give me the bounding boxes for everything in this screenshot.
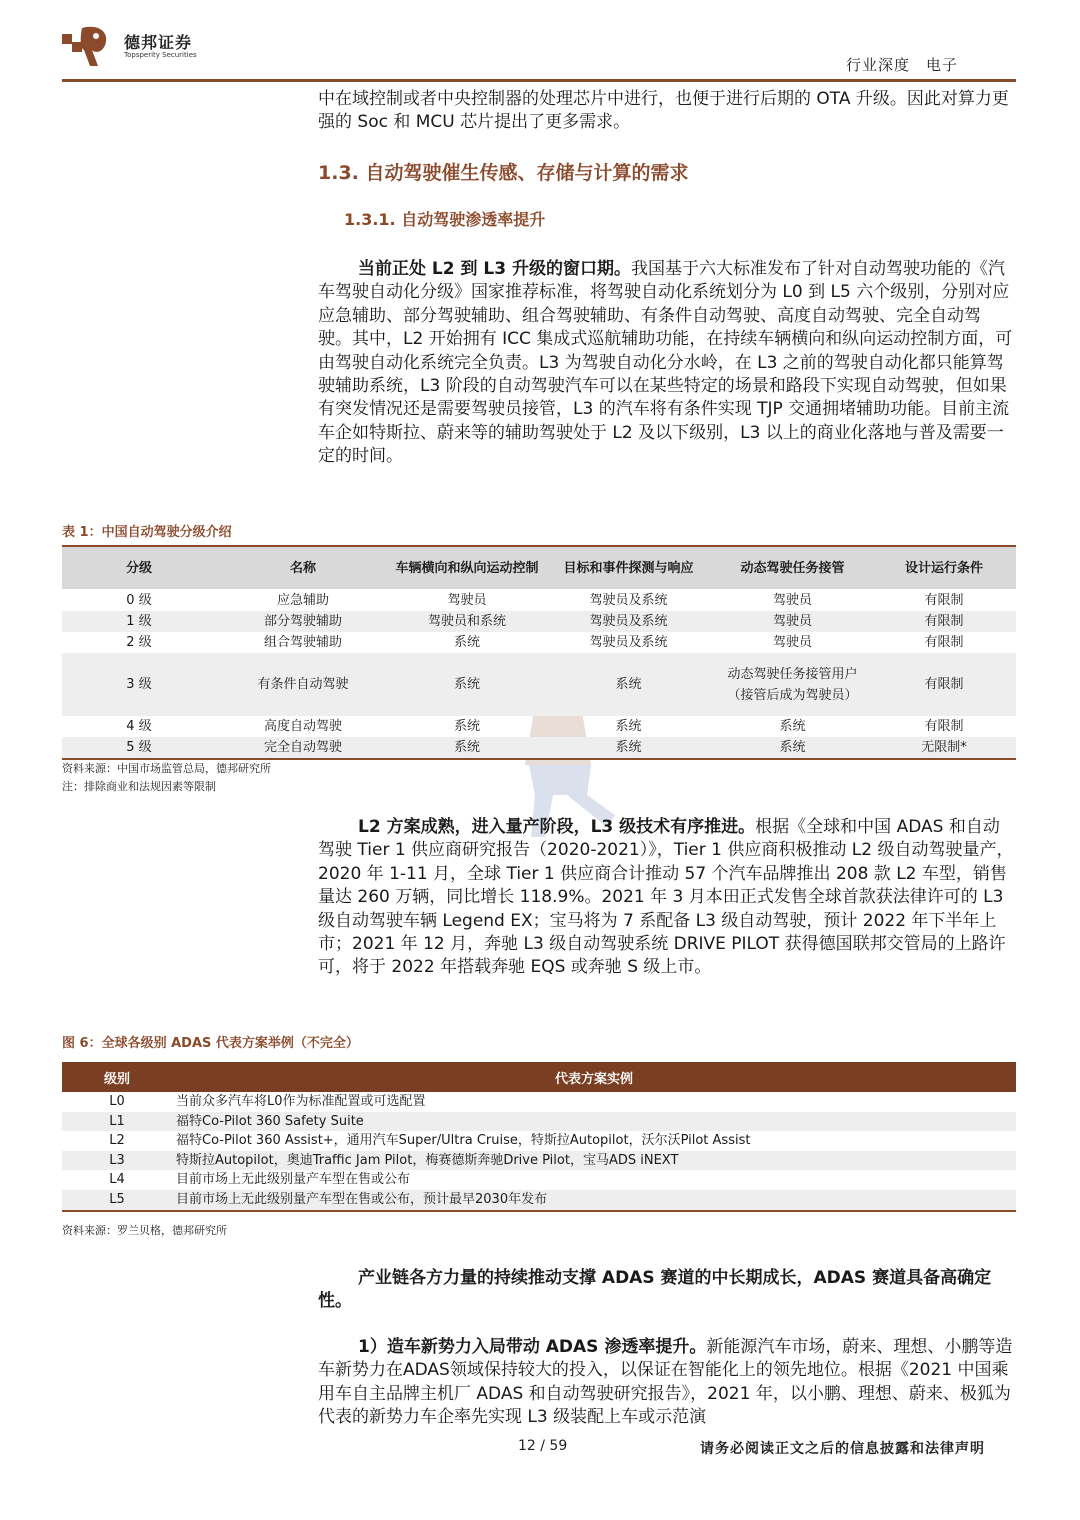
table-cell: 驾驶员 [713,611,872,632]
table-row [62,653,1016,716]
table-row [62,1151,1016,1171]
table-cell: 高度自动驾驶 [263,719,342,734]
column-header: 分级 [62,546,216,590]
table-cell: L3 [62,1151,172,1171]
table-cell: L4 [109,1172,125,1188]
paragraph-lead: 当前正处 L2 到 L3 升级的窗口期。 [358,259,631,279]
table-cell: 部分驾驶辅助 [216,611,390,632]
table-cell: 5 级 [62,737,216,759]
table-cell: 有限制 [924,719,964,734]
table-row [62,1112,1016,1132]
table-cell: 系统 [390,653,544,716]
paragraph-body: 新能源汽车市场，蔚来、理想、小鹏等造车新势力在ADAS领域保持较大的投入，以保证在智能化上的领先地位。根据《2021 中国乘用车自主品牌主机厂 ADAS 和自动驾驶研究报告》，2021 年，以小鹏、理想、蔚来、极狐为代表的新势力车企率先实现 L3 级装配上车或示范演 [318,1337,1013,1428]
paragraph-l2-l3 [318,258,1014,469]
table-cell: 组合驾驶辅助 [263,635,342,650]
table-cell: 2 级 [126,635,152,650]
table-row [62,1170,1016,1190]
table-cell: 系统 [779,719,806,734]
adas-example-table [62,1062,1016,1212]
table-cell: 特斯拉Autopilot，奥迪Traffic Jam Pilot，梅赛德斯奔驰Drive Pilot，宝马ADS iNEXT [172,1151,1016,1171]
column-header: 代表方案实例 [172,1062,1016,1092]
brand-name: 德邦证券 [124,33,193,52]
intro-paragraph: 中在域控制或者中央控制器的处理芯片中进行，也便于进行后期的 OTA 升级。因此对算力更强的 Soc 和 MCU 芯片提出了更多需求。 [318,89,1009,133]
section-heading-1-3-1: 1.3.1. 自动驾驶渗透率提升 [344,210,546,229]
column-header: 级别 [62,1062,172,1092]
table-cell: 驾驶员和系统 [390,611,544,632]
table-cell: L0 [109,1094,125,1109]
table-cell: 4 级 [126,719,152,734]
paragraph-adas [318,816,1014,980]
table-cell: 有限制 [924,593,964,608]
table-cell: 系统 [615,719,642,734]
company-logo-icon [62,24,112,70]
table-row [62,1092,1016,1112]
table-cell: 系统 [453,719,480,734]
page-number: 12 / 59 [518,1438,568,1454]
table-cell: 驾驶员及系统 [544,611,713,632]
table-cell: 应急辅助 [276,593,329,608]
table-note: 注：排除商业和法规因素等限制 [62,780,216,793]
table-row [62,632,1016,653]
table-cell: 当前众多汽车将L0作为标准配置或可选配置 [176,1094,426,1109]
table-cell: 有条件自动驾驶 [216,653,390,716]
table-cell: 驾驶员 [447,593,487,608]
table-cell: 驾驶员 [772,593,812,608]
table-row [62,590,1016,612]
report-type: 行业深度 电子 [846,56,959,74]
table-cell: L1 [62,1112,172,1132]
table-cell: 动态驾驶任务接管用户（接管后成为驾驶员） [713,653,872,716]
brand-name-en: Topsperity Securities [124,51,197,59]
figure-source: 资料来源：罗兰贝格，德邦研究所 [62,1224,227,1237]
table-cell: 驾驶员及系统 [589,593,668,608]
table-cell: 系统 [544,653,713,716]
table-cell: 有限制 [924,635,964,650]
paragraph-lead: 产业链各方力量的持续推动支撑 ADAS 赛道的中长期成长，ADAS 赛道具备高确定性。 [318,1268,992,1312]
table-row [62,1190,1016,1211]
table-source: 资料来源：中国市场监管总局，德邦研究所 [62,762,271,775]
column-header: 动态驾驶任务接管 [713,546,872,590]
column-header: 车辆横向和纵向运动控制 [390,546,544,590]
table-cell: 1 级 [62,611,216,632]
table-cell: 无限制* [872,737,1016,759]
column-header: 名称 [216,546,390,590]
legal-disclaimer: 请务必阅读正文之后的信息披露和法律声明 [700,1441,985,1457]
column-header: 目标和事件探测与响应 [544,546,713,590]
table-cell: 有限制 [872,611,1016,632]
table-cell: 驾驶员 [772,635,812,650]
paragraph-new-players [318,1336,1014,1430]
table-row [62,611,1016,632]
table-cell: 目前市场上无此级别量产车型在售或公布 [176,1172,411,1188]
section-heading-1-3: 1.3. 自动驾驶催生传感、存储与计算的需求 [318,162,689,184]
table-cell: 有限制 [872,653,1016,716]
table-row [62,1131,1016,1151]
table-cell: 0 级 [126,593,152,608]
table-cell: 驾驶员及系统 [589,635,668,650]
table-cell: 福特Co-Pilot 360 Assist+，通用汽车Super/Ultra Cruise，特斯拉Autopilot，沃尔沃Pilot Assist [176,1133,751,1149]
table-row [62,716,1016,737]
table-cell: 福特Co-Pilot 360 Safety Suite [172,1112,1016,1132]
header-divider [62,79,1016,82]
table-caption: 表 1：中国自动驾驶分级介绍 [62,525,232,540]
paragraph-lead: L2 方案成熟，进入量产阶段，L3 级技术有序推进。 [358,817,756,837]
paragraph-chain [318,1267,1014,1314]
table-cell: L2 [109,1133,125,1149]
table-cell: 目前市场上无此级别量产车型在售或公布，预计最早2030年发布 [172,1190,1016,1211]
table-cell: 3 级 [62,653,216,716]
table-cell: 系统 [390,737,544,759]
table-cell: 完全自动驾驶 [216,737,390,759]
paragraph-lead: 1）造车新势力入局带动 ADAS 渗透率提升。 [358,1337,707,1357]
table-cell: 系统 [713,737,872,759]
paragraph-body: 我国基于六大标准发布了针对自动驾驶功能的《汽车驾驶自动化分级》国家推荐标准，将驾驶自动化系统划分为 L0 到 L5 六个级别，分别对应应急辅助、部分驾驶辅助、组合驾驶辅助、有条件自动驾驶、高度自动驾驶、完全自动驾驶。其中，L2 开始拥有 ICC 集成式巡航辅助功能，在持续车辆横向和纵向运动控制方面，可由驾驶自动化系统完全负责。L3 为驾驶自动化分水岭，在 L3 之前的驾驶自动化都只能算驾驶辅助系统，L3 阶段的自动驾驶汽车可以在某些特定的场景和路段下实现自动驾驶，但如果有突发情况还是需要驾驶员接管，L3 的汽车将有条件实现 TJP 交通拥堵辅助功能。目前主流车企如特斯拉、蔚来等的辅助驾驶处于 L2 及以下级别，L3 以上的商业化落地与普及需要一定的时间。 [318,259,1013,467]
table-row [62,737,1016,759]
column-header: 设计运行条件 [872,546,1016,590]
paragraph-body: 根据《全球和中国 ADAS 和自动驾驶 Tier 1 供应商研究报告（2020-2021）》，Tier 1 供应商积极推动 L2 级自动驾驶量产，2020 年 1-11 月，全球 Tier 1 供应商合计推动 57 个汽车品牌推出 208 款 L2 车型，销售量达 260 万辆，同比增长 118.9%。2021 年 3 月本田正式发售全球首款获法律许可的 L3 级自动驾驶车辆 Legend EX；宝马将为 7 系配备 L3 级自动驾驶，预计 2022 年下半年上市；2021 年 12 月，奔驰 L3 级自动驾驶系统 DRIVE PILOT 获得德国联邦交管局的上路许可，将于 2022 年搭载奔驰 EQS 或奔驰 S 级上市。 [318,817,1014,978]
table-cell: 系统 [544,737,713,759]
autonomy-level-table [62,545,1016,760]
table-cell: L5 [62,1190,172,1211]
figure-caption: 图 6：全球各级别 ADAS 代表方案举例（不完全） [62,1036,359,1051]
table-cell: 系统 [453,635,480,650]
